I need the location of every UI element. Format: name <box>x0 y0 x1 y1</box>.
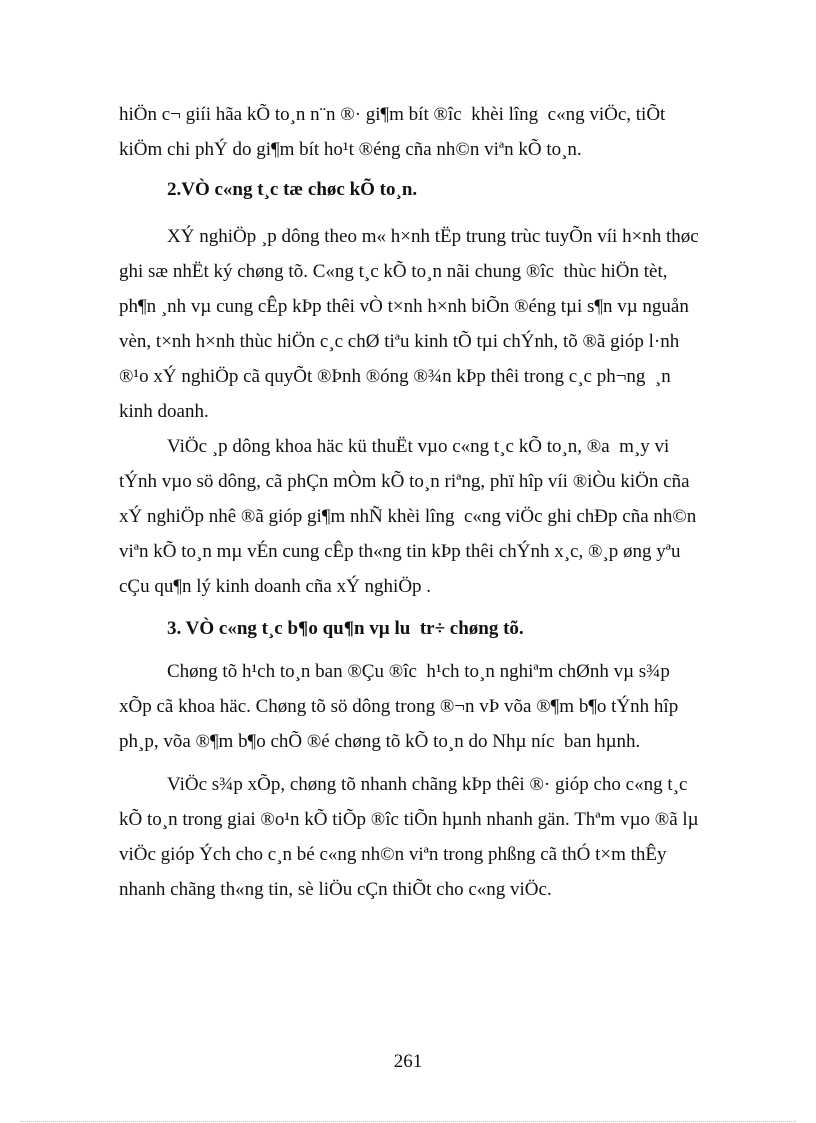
text-line: viªn kÕ to¸n mµ vÉn cung cÊp th«ng tin kÞp thêi chÝnh x¸c, ®¸p øng yªu <box>119 541 681 562</box>
text-line: XÝ nghiÖp ¸p dông theo m« h×nh tËp trung trùc tuyÕn víi h×nh thøc <box>167 226 699 247</box>
text-line: tÝnh vµo sö dông, cã phÇn mÒm kÕ to¸n riªng, phï hîp víi ®iÒu kiÖn cña <box>119 471 690 492</box>
text-line: ViÖc s¾p xÕp, chøng tõ nhanh chãng kÞp thêi ®· gióp cho c«ng t¸c <box>167 774 688 795</box>
text-line: ph¶n ¸nh vµ cung cÊp kÞp thêi vÒ t×nh h×nh biÕn ®éng tµi s¶n vµ nguån <box>119 296 689 317</box>
text-line: ViÖc ¸p dông khoa häc kü thuËt vµo c«ng t¸c kÕ to¸n, ®a m¸y vi <box>167 436 670 457</box>
text-line: xÝ nghiÖp nhê ®ã gióp gi¶m nhÑ khèi lîng c«ng viÖc ghi chÐp cña nh©n <box>119 506 697 527</box>
text-line: hiÖn c¬ giíi hãa kÕ to¸n n¨n ®· gi¶m bít ®îc khèi lîng c«ng viÖc, tiÕt <box>119 104 666 125</box>
text-line: Chøng tõ h¹ch to¸n ban ®Çu ®îc h¹ch to¸n nghiªm chØnh vµ s¾p <box>167 661 670 682</box>
text-line: xÕp cã khoa häc. Chøng tõ sö dông trong ®¬n vÞ võa ®¶m b¶o tÝnh hîp <box>119 696 679 717</box>
text-line: kiÖm chi phÝ do gi¶m bít ho¹t ®éng cña nh©n viªn kÕ to¸n. <box>119 139 582 160</box>
text-line: ®¹o xÝ nghiÖp cã quyÕt ®Þnh ®óng ®¾n kÞp thêi trong c¸c ph¬ng ¸n <box>119 366 671 387</box>
text-line: nhanh chãng th«ng tin, sè liÖu cÇn thiÕt cho c«ng viÖc. <box>119 879 552 900</box>
text-line: cÇu qu¶n lý kinh doanh cña xÝ nghiÖp . <box>119 576 432 597</box>
text-line: vèn, t×nh h×nh thùc hiÖn c¸c chØ tiªu kinh tÕ tµi chÝnh, tõ ®ã gióp l·nh <box>119 331 680 352</box>
text-line: viÖc gióp Ých cho c¸n bé c«ng nh©n viªn trong phßng cã thÓ t×m thÊy <box>119 844 667 865</box>
text-line: kinh doanh. <box>119 401 209 422</box>
text-line: ph¸p, võa ®¶m b¶o chÕ ®é chøng tõ kÕ to¸n do Nhµ níc ban hµnh. <box>119 731 641 752</box>
page-number: 261 <box>393 1051 423 1072</box>
text-line: kÕ to¸n trong giai ®o¹n kÕ tiÕp ®îc tiÕn hµnh nhanh gän. Thªm vµo ®ã lµ <box>119 809 699 830</box>
page-bottom-divider <box>20 1121 796 1122</box>
text-line: ghi sæ nhËt ký chøng tõ. C«ng t¸c kÕ to¸n nãi chung ®îc thùc hiÖn tèt, <box>119 261 668 282</box>
section-heading-2: 2.VÒ c«ng t¸c tæ chøc kÕ to¸n. <box>167 179 418 200</box>
section-heading-3: 3. VÒ c«ng t¸c b¶o qu¶n vµ lu tr÷ chøng tõ. <box>167 618 524 639</box>
